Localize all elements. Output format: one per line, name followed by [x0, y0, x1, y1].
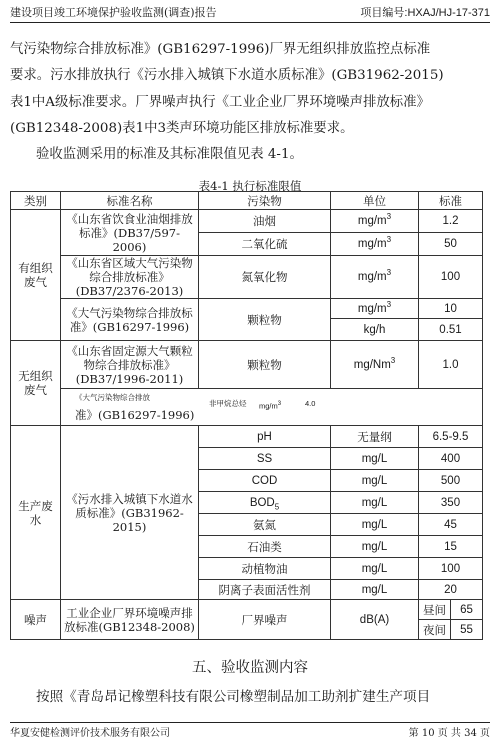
table-row: [11, 256, 483, 299]
project-number: 项目编号:HXAJ/HJ-17-371: [360, 7, 490, 19]
table-row: [11, 299, 483, 319]
pollutant-cell: 油烟: [199, 210, 331, 233]
pollutant-cell: pH: [199, 426, 331, 448]
intro-line-4: (GB12348-2008)表1中3类声环境功能区排放标准要求。: [10, 121, 354, 136]
limit-cell: 100: [419, 256, 483, 299]
night-limit: 55: [451, 620, 483, 640]
table-caption: 表4-1 执行标准限值: [198, 179, 302, 193]
pollutant-cell: 动植物油: [199, 558, 331, 580]
unit-cell: $mg/m^3$: [331, 233, 419, 256]
unit-cell: mg/L: [331, 470, 419, 492]
intro-line-3: 表1中A级标准要求。厂界噪声执行《工业企业厂界环境噪声排放标准》: [10, 95, 430, 110]
limit-cell: 45: [419, 514, 483, 536]
nmhc-unit: $mg/m^3$: [259, 401, 282, 411]
limit-cell: 15: [419, 536, 483, 558]
limit-cell: 400: [419, 448, 483, 470]
standards-table: [10, 191, 483, 640]
page-header: [10, 4, 490, 20]
category-wastewater: 生产废水: [11, 426, 61, 600]
category-organized: 有组织废气: [11, 210, 61, 341]
page-footer: [10, 724, 490, 739]
pollutant-cell: 颗粒物: [199, 341, 331, 389]
header-divider: [10, 22, 490, 23]
header-pollutant: 污染物: [199, 192, 331, 210]
section-title: 五、验收监测内容: [192, 660, 308, 676]
category-unorganized: 无组织废气: [11, 341, 61, 426]
body-last-line: 按照《青岛昂记橡塑科技有限公司橡塑制品加工助剂扩建生产项目: [36, 689, 431, 705]
footer-company: 华夏安健检测评价技术服务有限公司: [10, 728, 170, 739]
table-row: [11, 389, 483, 426]
intro-line-1: 气污染物综合排放标准》(GB16297-1996)厂界无组织排放监控点标准: [10, 42, 431, 57]
unit-cell: mg/L: [331, 558, 419, 580]
limit-cell: 10: [419, 299, 483, 319]
unit-cell: mg/L: [331, 492, 419, 514]
pollutant-cell: 石油类: [199, 536, 331, 558]
limit-cell: 1.0: [419, 341, 483, 389]
header-unit: 单位: [331, 192, 419, 210]
unit-cell: 无量纲: [331, 426, 419, 448]
std-regional-air: 《山东省区域大气污染物综合排放标准》(DB37/2376-2013): [61, 256, 199, 299]
unit-cell: mg/L: [331, 536, 419, 558]
nmhc-cell: [61, 389, 483, 426]
std-noise: 工业企业厂界环境噪声排放标准(GB12348-2008): [61, 600, 199, 640]
unit-cell: $mg/m^3$: [331, 299, 419, 319]
limit-cell: 0.51: [419, 319, 483, 341]
limit-cell: 6.5-9.5: [419, 426, 483, 448]
std-wastewater: 《污水排入城镇下水道水质标准》(GB31962-2015): [61, 426, 199, 600]
day-label: 昼间: [419, 600, 451, 620]
header-standard: 标准名称: [61, 192, 199, 210]
unit-cell: mg/L: [331, 448, 419, 470]
std-particulate: 《山东省固定源大气颗粒物综合排放标准》(DB37/1996-2011): [61, 341, 199, 389]
std-integrated-air-rest: 准》(GB16297-1996): [75, 408, 195, 422]
limit-cell: 50: [419, 233, 483, 256]
header-limit: 标准: [419, 192, 483, 210]
limit-cell: 100: [419, 558, 483, 580]
pollutant-cell: 阴离子表面活性剂: [199, 580, 331, 600]
unit-cell: $mg/m^3$: [331, 210, 419, 233]
nmhc-pollutant: 非甲烷总烃: [209, 399, 247, 408]
intro-line-2: 要求。污水排放执行《污水排入城镇下水道水质标准》(GB31962-2015): [10, 68, 444, 83]
table-row: [11, 426, 483, 448]
header-category: 类别: [11, 192, 61, 210]
footer-divider: [10, 722, 490, 723]
unit-cell: mg/L: [331, 580, 419, 600]
pollutant-cell: 氨氮: [199, 514, 331, 536]
header-title: 建设项目竣工环境保护验收监测(调查)报告: [10, 6, 217, 19]
intro-line-5: 验收监测采用的标准及其标准限值见表 4-1。: [36, 147, 303, 162]
pollutant-cell: 厂界噪声: [199, 600, 331, 640]
unit-cell: dB(A): [331, 600, 419, 640]
pollutant-cell: SS: [199, 448, 331, 470]
std-cooking-fume: 《山东省饮食业油烟排放标准》(DB37/597-2006): [61, 210, 199, 256]
unit-cell: mg/L: [331, 514, 419, 536]
std-integrated-air-tiny: 《大气污染物综合排放: [75, 393, 150, 402]
pollutant-cell: 二氧化硫: [199, 233, 331, 256]
pollutant-cell: 颗粒物: [199, 299, 331, 341]
pollutant-cell: COD: [199, 470, 331, 492]
std-integrated-air: 《大气污染物综合排放标准》(GB16297-1996): [61, 299, 199, 341]
table-row: [11, 600, 483, 620]
unit-cell: kg/h: [331, 319, 419, 341]
limit-cell: 500: [419, 470, 483, 492]
limit-cell: 1.2: [419, 210, 483, 233]
limit-cell: 20: [419, 580, 483, 600]
page-number: 第 10 页 共 34 页: [408, 728, 490, 739]
pollutant-cell: 氮氧化物: [199, 256, 331, 299]
table-header-row: [11, 192, 483, 210]
unit-cell: $mg/m^3$: [331, 256, 419, 299]
table-row: [11, 341, 483, 389]
day-limit: 65: [451, 600, 483, 620]
category-noise: 噪声: [11, 600, 61, 640]
nmhc-limit: 4.0: [305, 399, 316, 408]
table-row: [11, 210, 483, 233]
pollutant-cell: $BOD_5$: [199, 492, 331, 514]
night-label: 夜间: [419, 620, 451, 640]
unit-cell: mg/Nm$^3$: [331, 341, 419, 389]
limit-cell: 350: [419, 492, 483, 514]
